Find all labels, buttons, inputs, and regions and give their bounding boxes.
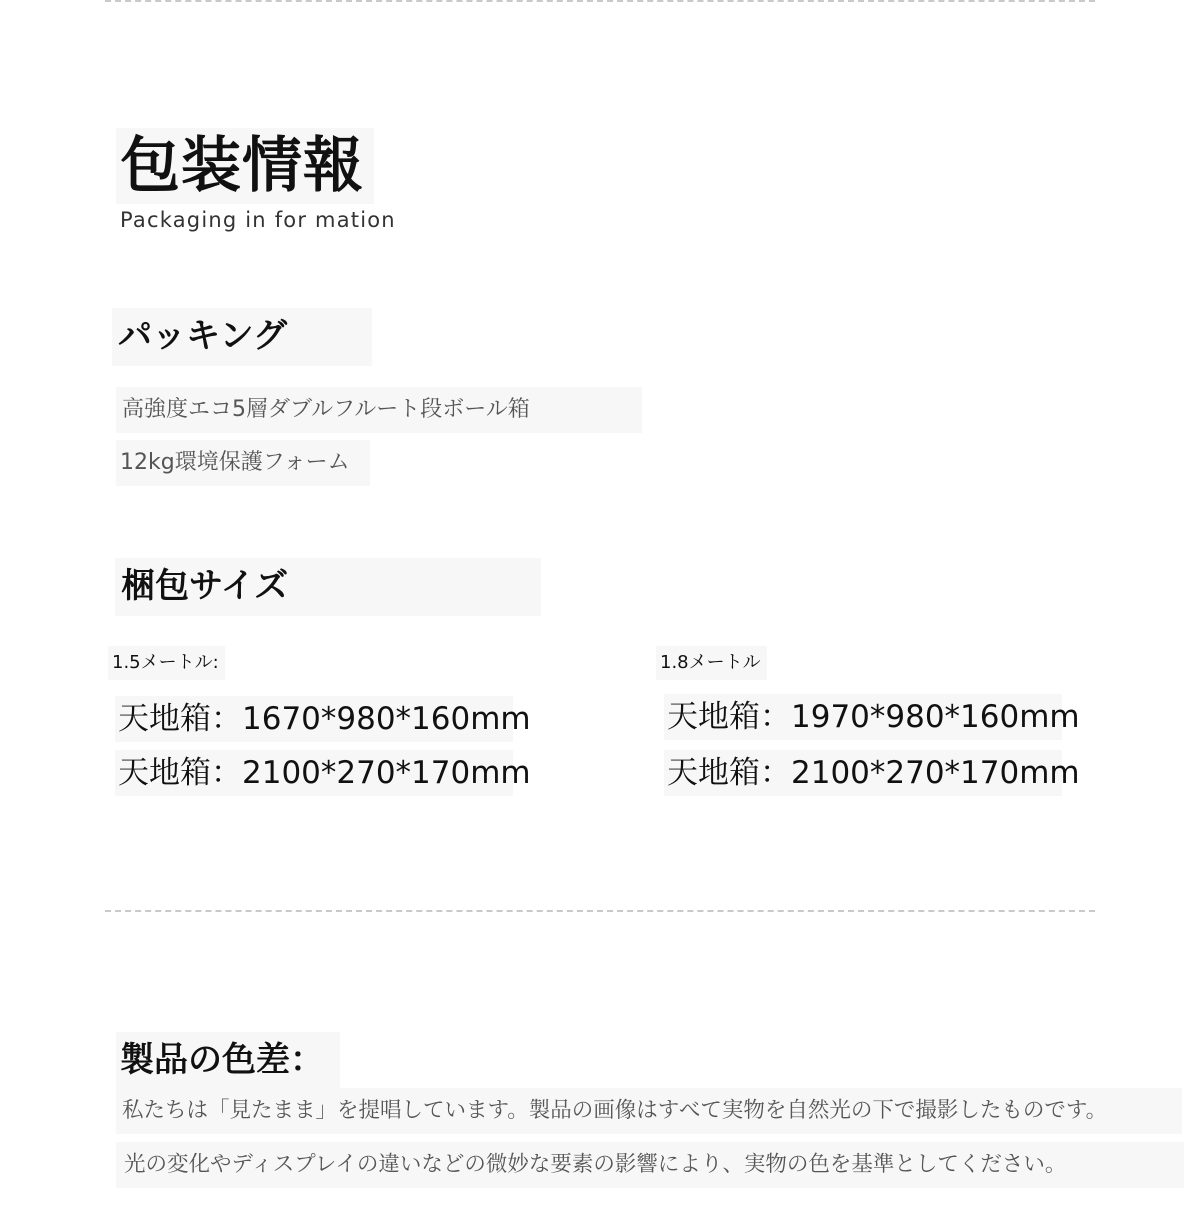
box-dimension: 天地箱：2100*270*170mm xyxy=(115,750,513,796)
section-subtitle: Packaging in for mation xyxy=(120,208,396,232)
middle-divider xyxy=(105,910,1095,912)
packing-line: 高強度エコ5層ダブルフルート段ボール箱 xyxy=(116,387,642,433)
packing-heading: パッキング xyxy=(112,308,372,366)
top-divider xyxy=(105,0,1095,2)
box-dimension: 天地箱：1670*980*160mm xyxy=(115,696,513,742)
box-dimension: 天地箱：2100*270*170mm xyxy=(664,750,1062,796)
color-difference-paragraph: 光の変化やディスプレイの違いなどの微妙な要素の影響により、実物の色を基準としてください。 xyxy=(116,1142,1184,1188)
size-label-1-5m: 1.5メートル: xyxy=(108,646,225,680)
section-title: 包装情報 xyxy=(116,128,374,204)
packing-line: 12kg環境保護フォーム xyxy=(116,440,370,486)
color-difference-heading: 製品の色差： xyxy=(116,1032,340,1088)
size-label-1-8m: 1.8メートル xyxy=(656,646,767,680)
box-dimension: 天地箱：1970*980*160mm xyxy=(664,694,1062,740)
color-difference-paragraph: 私たちは「見たまま」を提唱しています。製品の画像はすべて実物を自然光の下で撮影したものです。 xyxy=(116,1088,1182,1134)
package-size-heading: 梱包サイズ xyxy=(115,558,541,616)
